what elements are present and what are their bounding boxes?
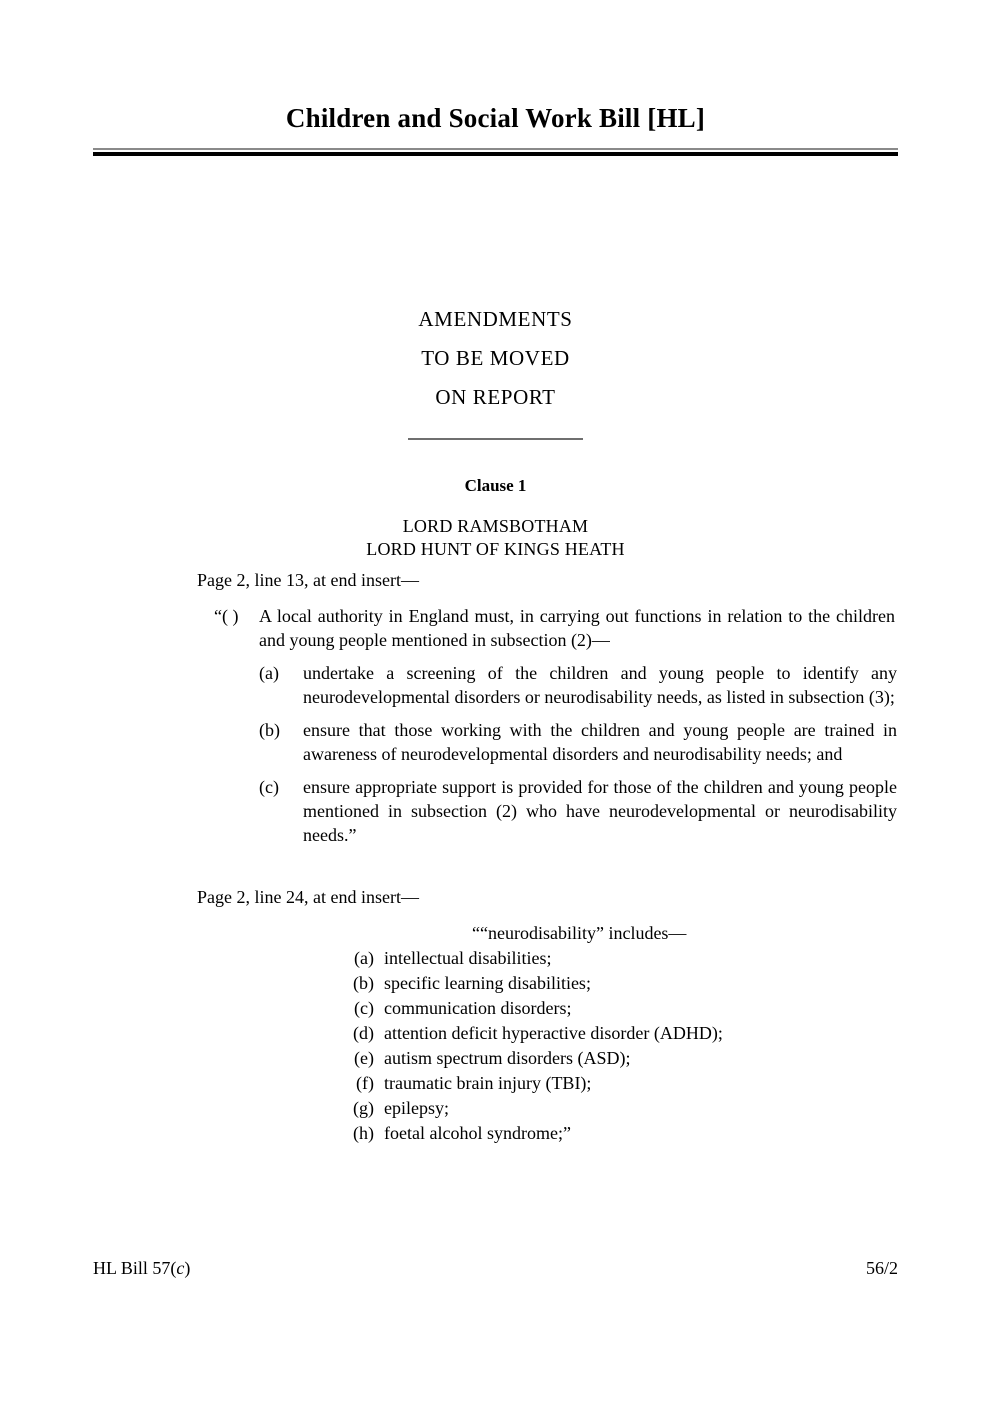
sub-paragraph	[259, 661, 897, 709]
definition-list	[197, 946, 897, 1146]
definition-item-text: foetal alcohol syndrome;”	[384, 1123, 571, 1143]
bill-reference-prefix: HL Bill 57(	[93, 1258, 177, 1278]
definition-item-text: specific learning disabilities;	[384, 973, 591, 993]
definition-item-marker: (b)	[353, 973, 374, 993]
sponsor-name: LORD HUNT OF KINGS HEATH	[366, 539, 625, 559]
amendments-body	[197, 568, 897, 1146]
sub-paragraph-marker: (a)	[259, 663, 279, 683]
sub-paragraph	[259, 718, 897, 766]
clause-heading: Clause 1	[464, 476, 527, 495]
lead-paragraph-marker: “( )	[214, 606, 239, 626]
definition-item-marker: (a)	[354, 948, 374, 968]
definition-item	[334, 1046, 897, 1071]
definition-item	[334, 1121, 897, 1146]
heading-separator-rule	[408, 438, 583, 440]
bill-reference	[93, 1258, 190, 1279]
quoted-provision	[197, 604, 897, 847]
definition-lead: ““neurodisability” includes—	[472, 923, 687, 943]
definition-item	[334, 971, 897, 996]
definition-item-text: communication disorders;	[384, 998, 572, 1018]
sponsor-list	[93, 515, 898, 561]
page-number: 56/2	[865, 1258, 898, 1278]
page-footer	[93, 1258, 898, 1279]
insert-instruction: Page 2, line 13, at end insert—	[197, 570, 419, 590]
heading-amendments: AMENDMENTS	[418, 307, 573, 331]
definition-item-text: intellectual disabilities;	[384, 948, 552, 968]
sub-paragraph-text: ensure appropriate support is provided for those of the children and young people mentioned in subsection (2) who have neurodevelopmental or neurodisability needs.”	[303, 777, 897, 845]
bill-reference-letter: c	[176, 1258, 185, 1278]
definition-item-marker: (f)	[356, 1073, 374, 1093]
sub-paragraph-text: undertake a screening of the children and young people to identify any neurodevelopmental disorders or neurodisability needs, as listed in subsection (3);	[303, 663, 897, 707]
definition-item-marker: (c)	[354, 998, 374, 1018]
definition-item	[334, 946, 897, 971]
definition-item-text: attention deficit hyperactive disorder (ADHD);	[384, 1023, 723, 1043]
sub-paragraph-list	[197, 661, 897, 847]
definition-item	[334, 1096, 897, 1121]
sponsor-name: LORD RAMSBOTHAM	[402, 516, 589, 536]
heading-separator-wrap	[93, 438, 898, 440]
heading-on-report: ON REPORT	[435, 385, 556, 409]
title-double-rule	[93, 148, 898, 156]
title-block	[93, 102, 898, 156]
definition-item-marker: (d)	[353, 1023, 374, 1043]
sub-paragraph-text: ensure that those working with the children and young people are trained in awareness of neurodevelopmental disorders and neurodisability needs; and	[303, 720, 897, 764]
lead-paragraph	[214, 604, 897, 652]
definition-item-marker: (g)	[353, 1098, 374, 1118]
insert-instruction: Page 2, line 24, at end insert—	[197, 887, 419, 907]
bill-reference-suffix: )	[184, 1258, 191, 1278]
definition-item	[334, 1071, 897, 1096]
amendment-block	[197, 885, 897, 1146]
definition-item-marker: (e)	[354, 1048, 374, 1068]
title-rule-thick	[93, 152, 898, 156]
definition-item-text: autism spectrum disorders (ASD);	[384, 1048, 631, 1068]
lead-paragraph-text: A local authority in England must, in carrying out functions in relation to the children and young people mentioned in subsection (2)—	[259, 606, 895, 650]
amendment-block	[197, 568, 897, 847]
sub-paragraph-marker: (c)	[259, 777, 279, 797]
definition-item	[334, 996, 897, 1021]
sub-paragraph-marker: (b)	[259, 720, 280, 740]
page-title: Children and Social Work Bill [HL]	[285, 103, 706, 133]
definition-item	[334, 1021, 897, 1046]
sub-paragraph	[259, 775, 897, 847]
amendments-heading-block	[93, 300, 898, 440]
heading-to-be-moved: TO BE MOVED	[421, 346, 570, 370]
definition-item-marker: (h)	[353, 1123, 374, 1143]
definition-item-text: epilepsy;	[384, 1098, 449, 1118]
definition-item-text: traumatic brain injury (TBI);	[384, 1073, 592, 1093]
